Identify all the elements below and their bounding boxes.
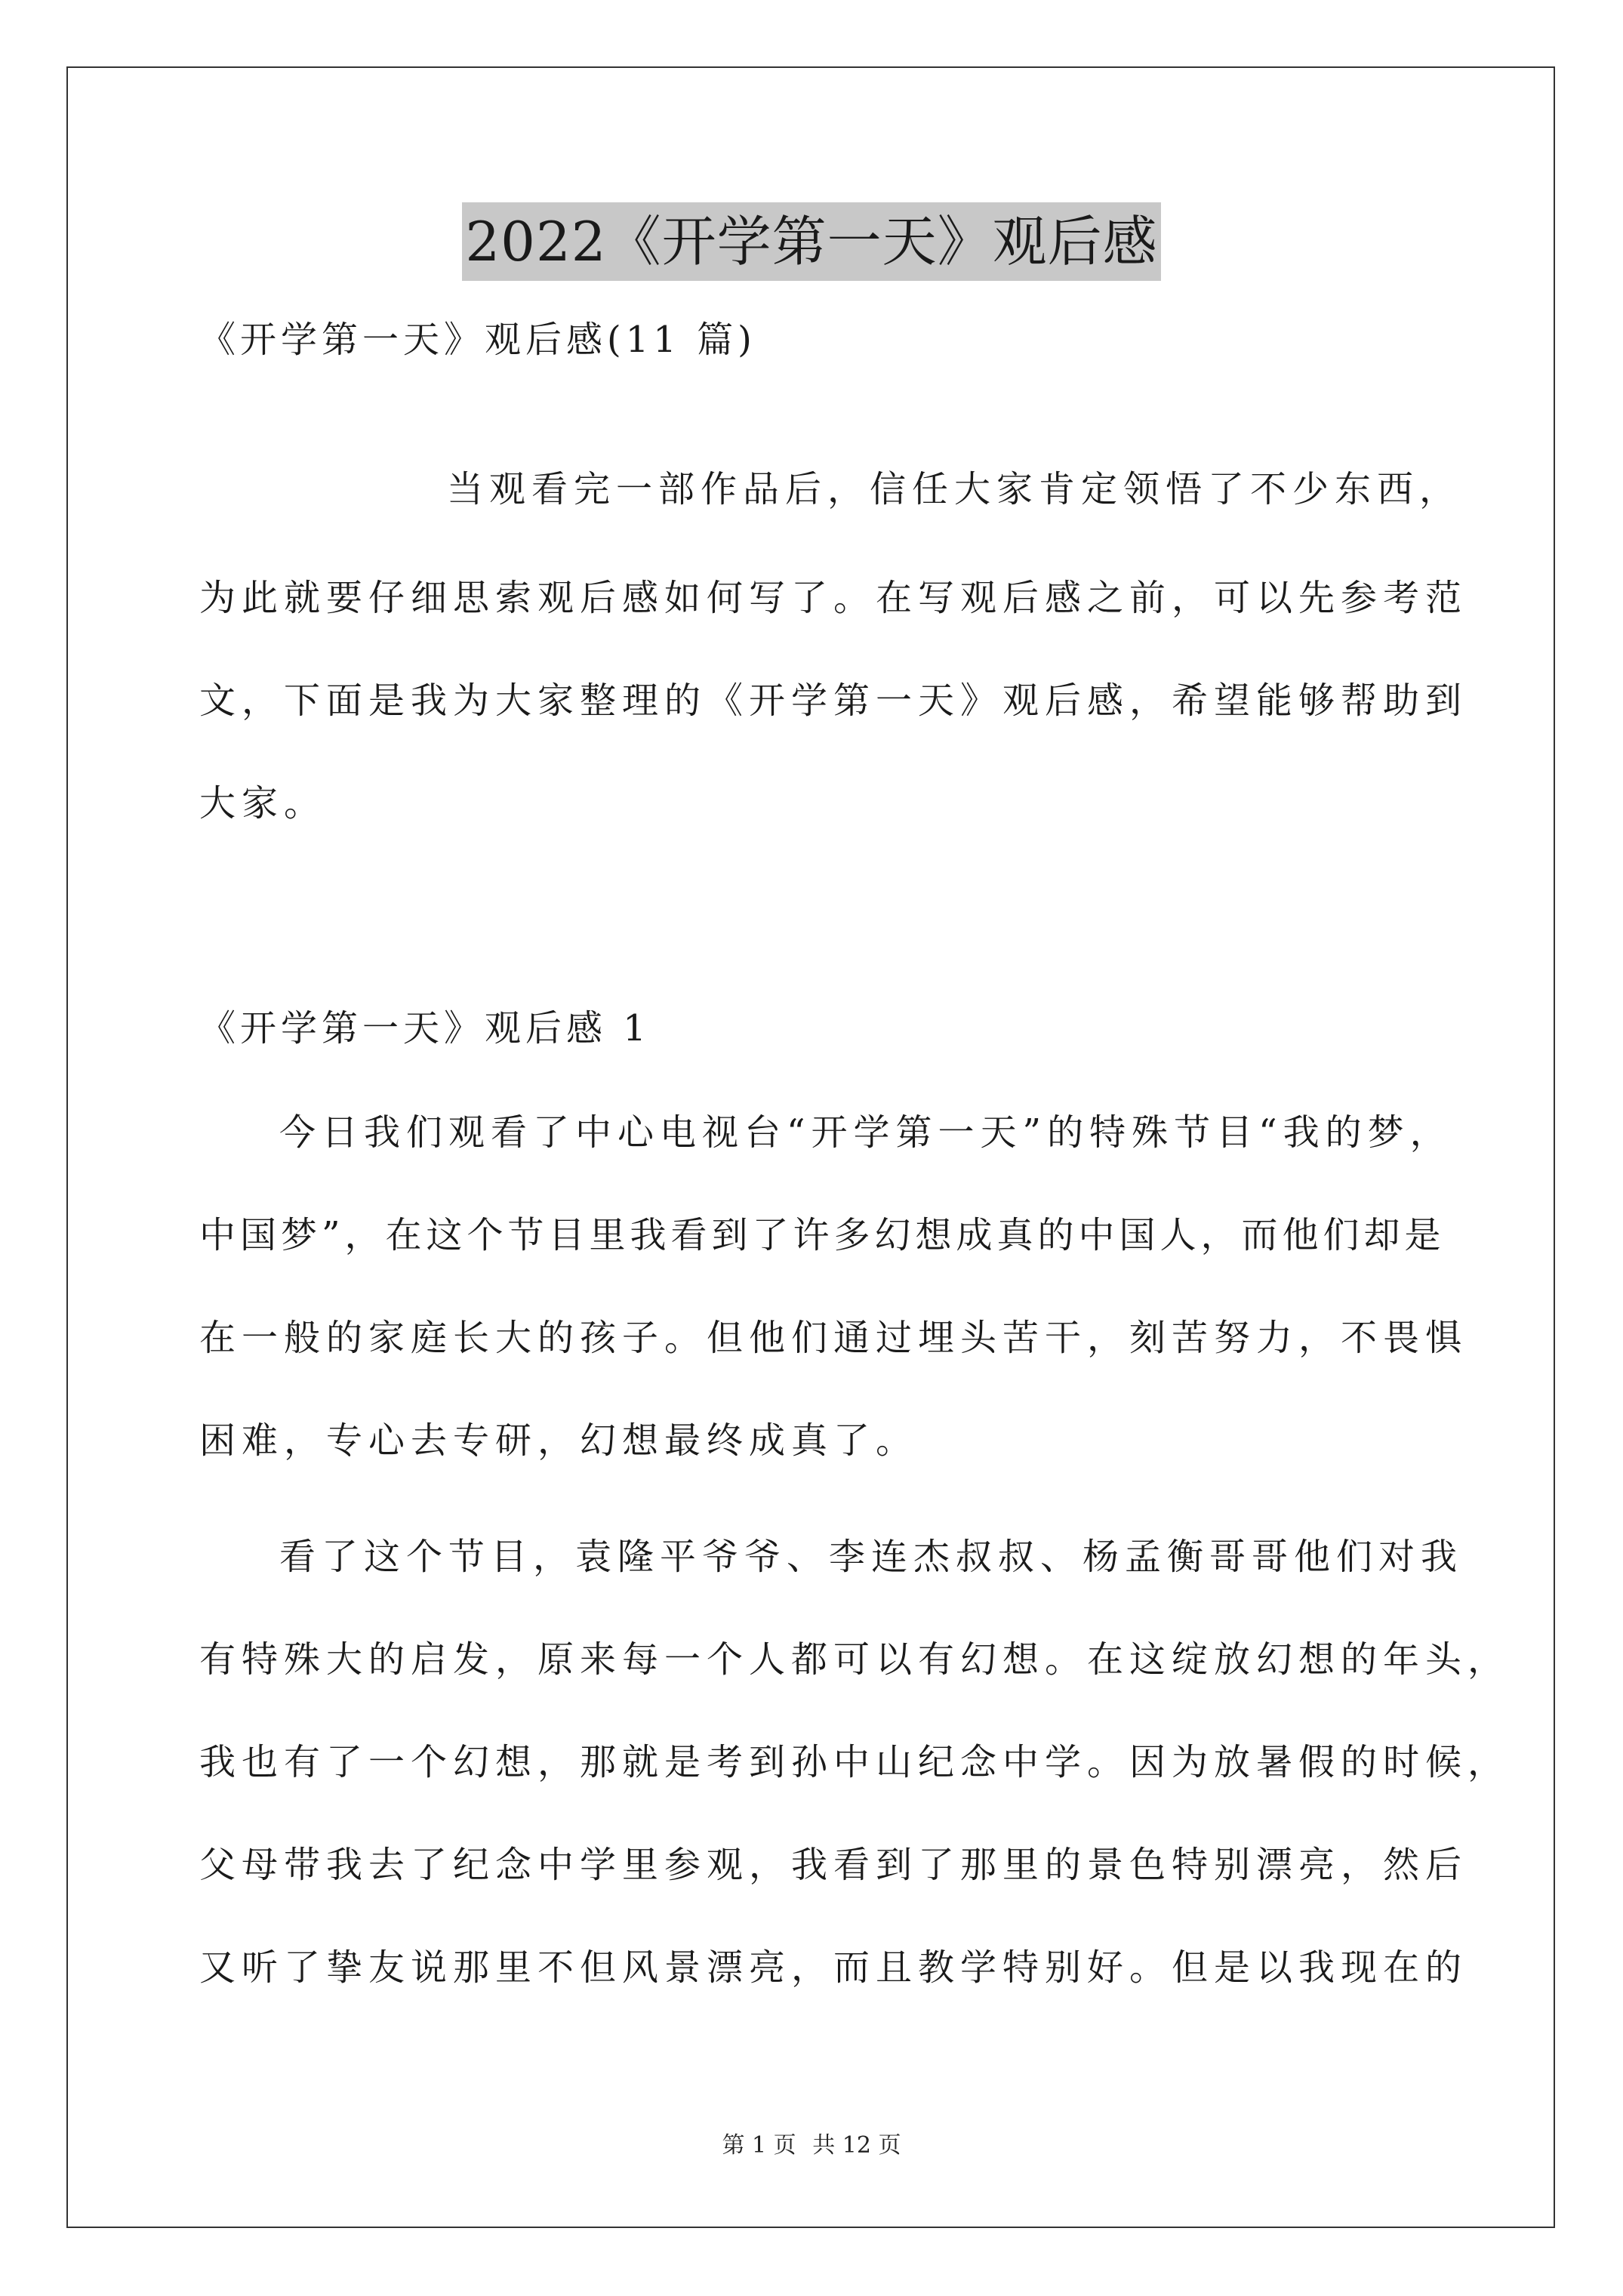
page-number: 第 1 页 <box>722 2132 796 2159</box>
page-total: 共 12 页 <box>812 2132 901 2159</box>
document-title: 2022《开学第一天》观后感 <box>462 202 1160 281</box>
paragraph-line: 当观看完一部作品后，信任大家肯定领悟了不少东西， <box>447 468 1462 510</box>
paragraph-line: 今日我们观看了中心电视台“开学第一天”的特殊节目“我的梦， <box>279 1111 1452 1154</box>
paragraph-line: 为此就要仔细思索观后感如何写了。在写观后感之前，可以先参考范 <box>199 577 1468 619</box>
paragraph-line: 在一般的家庭长大的孩子。但他们通过埋头苦干，刻苦努力，不畏惧 <box>199 1317 1468 1359</box>
subtitle-line: 《开学第一天》观后感(11 篇) <box>199 319 756 361</box>
paragraph-line: 有特殊大的启发，原来每一个人都可以有幻想。在这绽放幻想的年头， <box>199 1638 1511 1681</box>
paragraph-line: 父母带我去了纪念中学里参观，我看到了那里的景色特别漂亮，然后 <box>199 1844 1468 1886</box>
paragraph-line: 我也有了一个幻想，那就是考到孙中山纪念中学。因为放暑假的时候， <box>199 1741 1511 1783</box>
paragraph-line: 中国梦”，在这个节目里我看到了许多幻想成真的中国人，而他们却是 <box>199 1214 1446 1256</box>
paragraph-line: 大家。 <box>199 782 327 824</box>
paragraph-line: 文，下面是我为大家整理的《开学第一天》观后感，希望能够帮助到 <box>199 680 1468 722</box>
paragraph-line: 困难，专心去专研，幻想最终成真了。 <box>199 1419 919 1462</box>
paragraph-line: 又听了挚友说那里不但风景漂亮，而且教学特别好。但是以我现在的 <box>199 1946 1468 1989</box>
page-footer <box>0 2131 1623 2161</box>
section-heading: 《开学第一天》观后感 1 <box>199 1007 651 1049</box>
title-container <box>0 202 1623 281</box>
paragraph-line: 看了这个节目，袁隆平爷爷、李连杰叔叔、杨孟衡哥哥他们对我 <box>279 1536 1464 1578</box>
